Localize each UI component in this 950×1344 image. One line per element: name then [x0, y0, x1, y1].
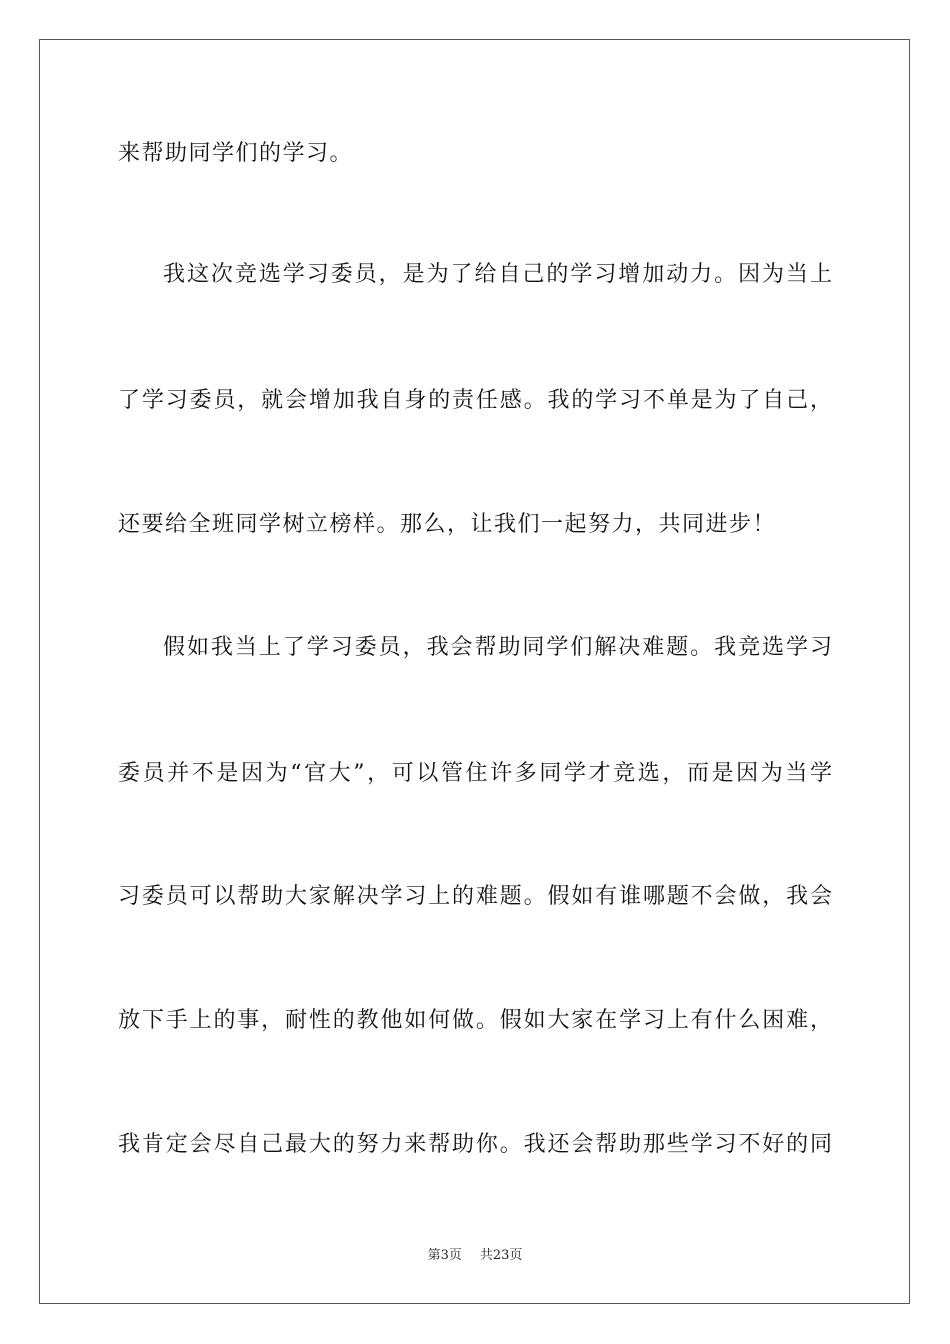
- paragraph-line-indented: 我这次竞选学习委员，是为了给自己的学习增加动力。因为当上: [163, 262, 832, 287]
- text-line: 了学习委员，就会增加我自身的责任感。我的学习不单是为了自己，: [118, 388, 832, 413]
- text-line: 我肯定会尽自己最大的努力来帮助你。我还会帮助那些学习不好的同: [118, 1132, 832, 1157]
- page-number: 第3页: [427, 1248, 462, 1263]
- total-pages: 共23页: [479, 1248, 523, 1263]
- paragraph-line-indented: 假如我当上了学习委员，我会帮助同学们解决难题。我竞选学习: [163, 635, 832, 660]
- page-frame: [39, 39, 910, 1304]
- page-footer: [0, 1247, 950, 1265]
- text-line: 放下手上的事，耐性的教他如何做。假如大家在学习上有什么困难，: [118, 1008, 832, 1033]
- text-line: 来帮助同学们的学习。: [118, 141, 354, 166]
- text-line: 习委员可以帮助大家解决学习上的难题。假如有谁哪题不会做，我会: [118, 884, 832, 909]
- text-line: 还要给全班同学树立榜样。那么，让我们一起努力，共同进步！: [118, 512, 777, 537]
- text-line: 委员并不是因为“官大”，可以管住许多同学才竞选，而是因为当学: [118, 761, 832, 786]
